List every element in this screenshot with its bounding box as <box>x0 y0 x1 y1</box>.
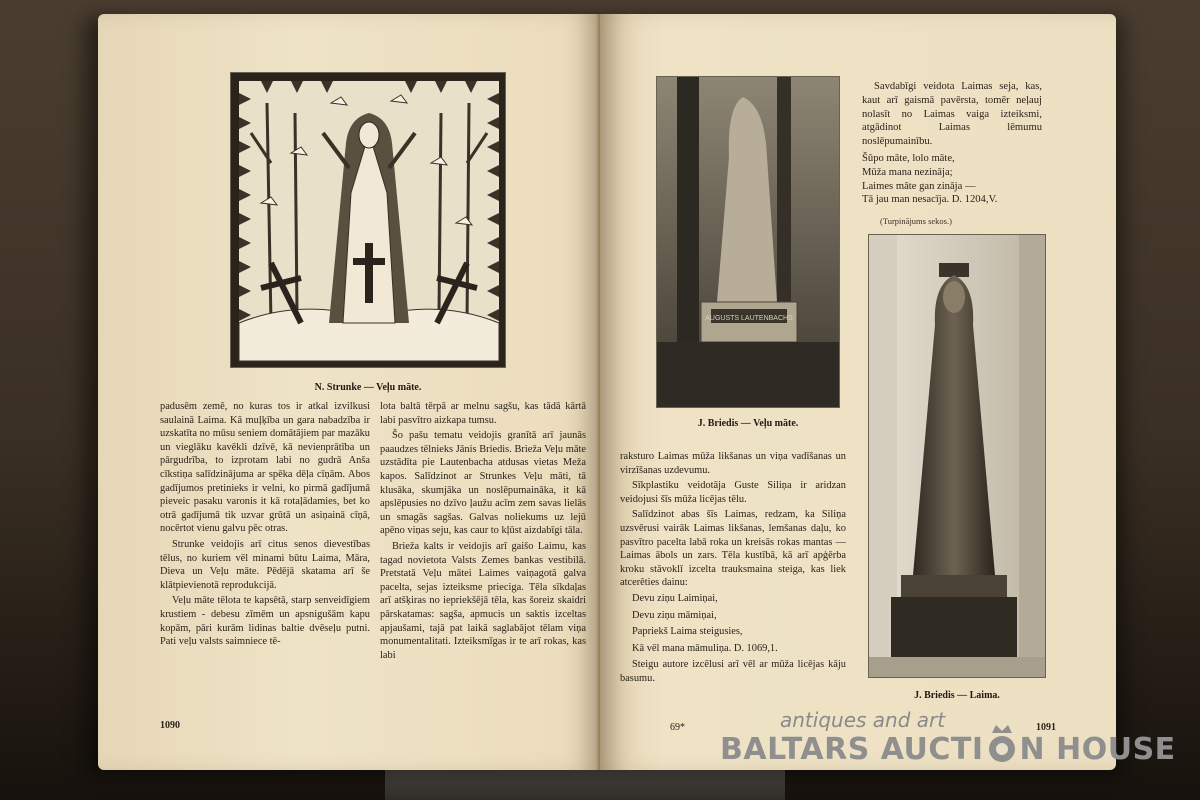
watermark-name-part1: BALTARS AUCTI <box>720 732 984 767</box>
laima-sculpture-image <box>869 235 1046 678</box>
paragraph: Šo pašu tematu veidojis granītā arī jaunās paaudzes tēlnieks Jānis Briedis. Brieža Veļu māte uzstādīta pie Lautenbacha atdusas vietas Meža kapos. Salīdzinot ar Strunkes Veļu māti, tā klusāka, skumjāka un noslēpumaināka, it kā apslēpusies no dzīvo ļaužu acīm zem savas lielās un smagās sagšas. Galvas noliekums uz lejū apēno viņas seju, kas caur to kļūst aizdabīgi tāla. <box>380 430 586 537</box>
right-page <box>600 14 1116 770</box>
figure-caption-briedis-velu-mate: J. Briedis — Veļu māte. <box>697 418 799 429</box>
poem-line: Mūža mana nezināja; <box>862 166 953 178</box>
figure-caption-strunke: N. Strunke — Veļu māte. <box>314 382 422 393</box>
right-column <box>620 450 846 688</box>
left-page <box>98 14 600 770</box>
paragraph: padusēm zemē, no kuras tos ir atkal izvilkusi saulainā Laima. Kā muļķība un gara nabadzība ir uzskatīta no mūsu seniem domātājiem par mazāku un vieglāku kavēkli dzīvē, kā nevienprātība un pārgudrība, to izprotam labi no gudrā Anša cīkstiņa salīdzinājuma ar spēka dēļa cīņām. Abos gadījumos pretinieks ir velni, ko pirmā gadījumā pieveic pasaku varonis it kā rotaļādamies, bet ko otrā gadījumā tik uzvar grūtā un asiņainā cīņā, nocērtot vienu galvu pēc otras. <box>160 401 370 535</box>
velu-mate-sculpture-image <box>657 77 840 408</box>
poem-block <box>862 80 1042 207</box>
paragraph: Salīdzinot abas šīs Laimas, redzam, ka Siliņa uzsvērusi vairāk Laimas likšanas, lemšanas daļu, ko pasvītro pacelta labā roka un kreisās rokas mantas — Laimas ābols un zars. Tēla kustībā, kā arī apģērba kroku stāvoklī izcelta trauksmaina steiga, kas liek atcerēties dainu: <box>620 509 846 589</box>
page-number-right: 1091 <box>1036 722 1056 733</box>
crown-o-logo-icon <box>984 735 1020 763</box>
paragraph: lota baltā tērpā ar melnu sagšu, kas tādā kārtā labi pasvītro aizkapa tumsu. <box>380 401 586 426</box>
paragraph: Steigu autore izcēlusi arī vēl ar mūža licējas kāju basumu. <box>620 659 846 684</box>
strunke-illustration <box>230 72 506 368</box>
left-column-1 <box>160 400 370 651</box>
paragraph: raksturo Laimas mūža likšanas un viņa vadīšanas un virzīšanas uzdevumu. <box>620 451 846 476</box>
watermark-name <box>720 732 1176 767</box>
velu-mate-woodcut-image <box>231 73 506 368</box>
poem-line: Laimes māte gan zināja — <box>862 180 976 192</box>
figure-caption-briedis-laima: J. Briedis — Laima. <box>914 690 1000 701</box>
page-number-left: 1090 <box>160 720 180 731</box>
poem-intro: Savdabīgi veidota Laimas seja, kas, kaut arī gaismā pavērsta, tomēr neļauj nolasīt no Laimas vaiga izteiksmi, atgādinot Laimas lēmumu noslēpumainību. <box>862 81 1042 148</box>
briedis-laima-photo <box>868 234 1046 678</box>
daina-line: Devu ziņu māmiņai, <box>632 609 717 621</box>
paragraph: Brieža kalts ir veidojis arī gaišo Laimu, kas tagad novietota Valsts Zemes bankas vestibilā. Pretstatā Veļu mātei Laimes vaiņagotā galva pacelta, sejas izteiksme prieciga. Tēla sīkdaļas arī atšķiras no iepriekšējā tēla, kas šoreiz skaidri pārskatamas: sagša, apmucis un saktis izceltas apjaušami, tajā pat laikā saglabājot tēlam viņa monumentalitati. Izteiksmīgas ir te arī rokas, kas labi <box>380 540 586 661</box>
paragraph: Strunke veidojis arī citus senos dievestības tēlus, no kuriem vēl minami būtu Laima, Māra, Dieva un Veļu māte. Pēdējā skatama arī še klātpievienotā reprodukcijā. <box>160 538 370 591</box>
continued-note: (Turpinājums sekos.) <box>880 216 952 226</box>
watermark-tagline: antiques and art <box>780 708 946 732</box>
poem-line: Tā jau man nesacīja. D. 1204,V. <box>862 194 998 206</box>
watermark-name-part2: N HOUSE <box>1019 732 1176 767</box>
paragraph: Sīkplastiku veidotāja Guste Siliņa ir aridzan veidojusi šīs mūža licējas tēlu. <box>620 480 846 505</box>
daina-line: Devu ziņu Laimiņai, <box>632 592 718 604</box>
left-column-2 <box>380 400 586 664</box>
paragraph: Veļu māte tēlota te kapsētā, starp senveidīgiem krustiem - debesu zīmēm un apsnigušām kapu kopām, pāri kurām lidinas baltie dvēseļu putni. Pati veļu valsts saimniece tē- <box>160 595 370 648</box>
signature-mark: 69* <box>670 722 685 733</box>
briedis-velu-mate-photo <box>656 76 840 408</box>
daina-line: Papriekš Laima steigusies, <box>632 626 743 638</box>
monument-inscription: AUGUSTS LAUTENBACHS <box>705 315 793 322</box>
auction-house-watermark <box>720 706 1176 786</box>
daina-line: Kā vēl mana māmuliņa. D. 1069,1. <box>632 642 778 654</box>
poem-line: Šūpo māte, lolo māte, <box>862 152 955 164</box>
